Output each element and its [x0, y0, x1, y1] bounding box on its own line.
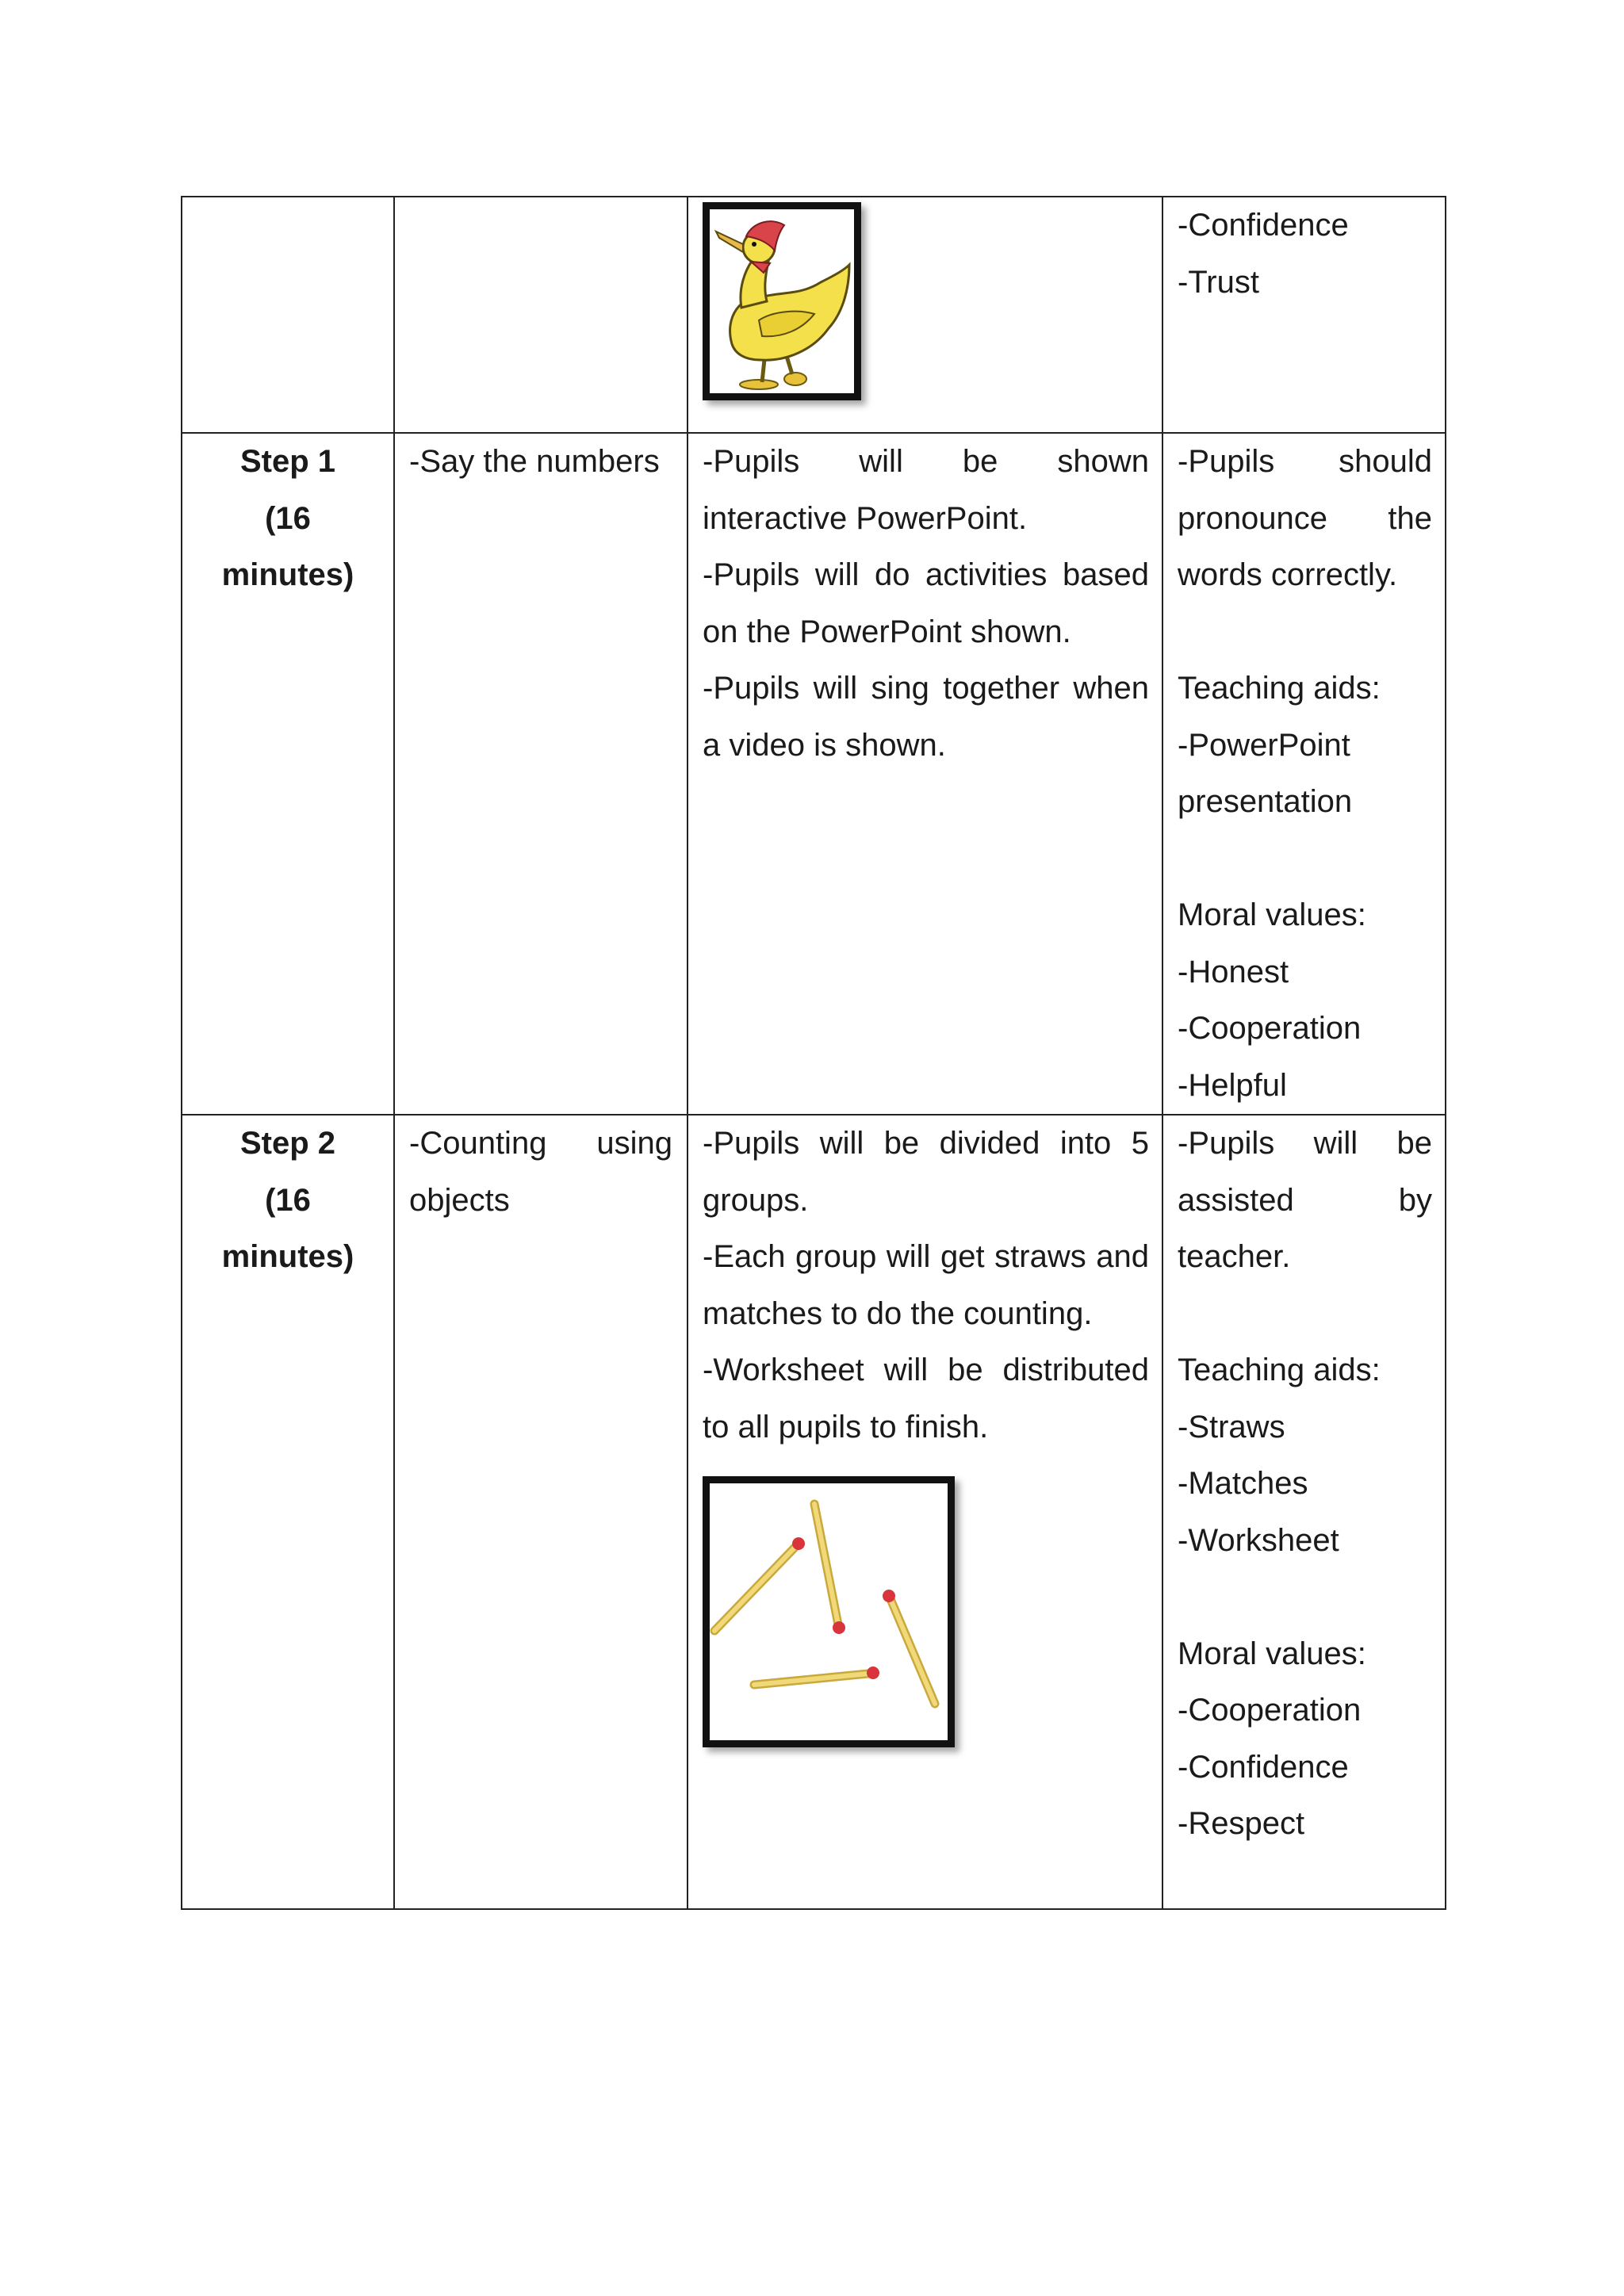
- remark-text: -Pupils should pronounce the words correctly.: [1178, 444, 1432, 592]
- activity-item: -Pupils will be shown interactive PowerPoint.: [703, 444, 1149, 536]
- activity-item: -Pupils will sing together when a video is shown.: [703, 671, 1149, 763]
- moral-values-heading: Moral values:: [1178, 897, 1366, 932]
- moral-value: -Cooperation: [1178, 1011, 1362, 1046]
- teaching-aid: -Worksheet: [1178, 1522, 1339, 1558]
- step-title: Step 2: [239, 1126, 336, 1161]
- step-cell: [182, 1115, 394, 1909]
- content-text: -Counting using objects: [409, 1126, 672, 1218]
- notes-cell: [1162, 197, 1446, 433]
- activity-item: -Pupils will do activities based on the PowerPoint shown.: [703, 557, 1149, 649]
- lesson-plan-table: [181, 196, 1446, 1910]
- activity-cell: [688, 197, 1162, 433]
- teaching-aid: -PowerPoint presentation: [1178, 727, 1353, 819]
- moral-values-heading: Moral values:: [1178, 1636, 1366, 1671]
- activity-item: -Each group will get straws and matches to do the counting.: [703, 1239, 1149, 1331]
- activity-cell: [688, 433, 1162, 1115]
- moral-value: -Honest: [1178, 954, 1289, 989]
- notes-cell: [1162, 1115, 1446, 1909]
- content-cell: [394, 1115, 688, 1909]
- moral-value: -Cooperation: [1178, 1693, 1362, 1728]
- teaching-aids-heading: Teaching aids:: [1178, 671, 1381, 706]
- step-title: Step 1: [239, 444, 336, 479]
- remark-text: -Pupils will be assisted by teacher.: [1178, 1126, 1432, 1274]
- moral-value: -Respect: [1178, 1806, 1305, 1841]
- moral-value: -Helpful: [1178, 1067, 1287, 1103]
- step-cell: [182, 197, 394, 433]
- activity-item: -Worksheet will be distributed to all pupils to finish.: [703, 1353, 1149, 1445]
- table-row: [182, 1115, 1446, 1909]
- step-duration: (16: [265, 500, 311, 536]
- content-text: -Say the numbers: [409, 444, 660, 479]
- moral-value: -Confidence: [1178, 208, 1349, 243]
- teaching-aids-heading: Teaching aids:: [1178, 1353, 1381, 1387]
- step-duration: (16: [265, 1182, 311, 1218]
- moral-value: -Trust: [1178, 264, 1259, 300]
- matches-illustration-icon: [703, 1476, 955, 1747]
- step-duration-unit: minutes): [221, 1239, 354, 1274]
- content-cell: [394, 433, 688, 1115]
- step-duration-unit: minutes): [221, 557, 354, 592]
- teaching-aid: -Matches: [1178, 1466, 1308, 1501]
- notes-cell: [1162, 433, 1446, 1115]
- activity-cell: [688, 1115, 1162, 1909]
- content-cell: [394, 197, 688, 433]
- table-row: [182, 433, 1446, 1115]
- moral-value: -Confidence: [1178, 1749, 1349, 1785]
- duck-illustration-icon: [703, 202, 861, 400]
- step-cell: [182, 433, 394, 1115]
- teaching-aid: -Straws: [1178, 1409, 1285, 1445]
- table-row: [182, 197, 1446, 433]
- activity-item: -Pupils will be divided into 5 groups.: [703, 1126, 1149, 1218]
